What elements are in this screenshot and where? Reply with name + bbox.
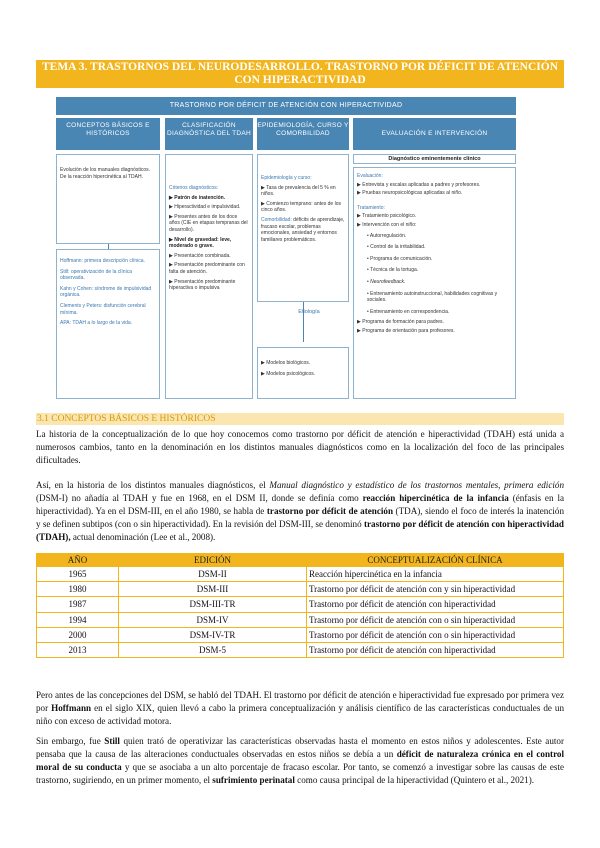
epi-item: ▶ Tasa de prevalencia del 5 % en niños. <box>261 184 336 198</box>
author-item: Still: operativización de la clínica observada. <box>60 268 132 282</box>
criteria-title: Criterios diagnósticos: <box>169 185 219 191</box>
scheme-col4-eval <box>353 167 516 399</box>
table-cell: DSM-III-TR <box>119 597 307 612</box>
scheme-col2-criteria <box>165 154 253 399</box>
treat-subitem: • Control de la irritabilidad. <box>367 244 426 251</box>
table-header-row <box>37 554 564 567</box>
concept-scheme <box>56 97 516 402</box>
etiology-label: Etiología <box>298 309 320 315</box>
table-header: AÑO <box>37 554 119 567</box>
model-item: ▶ Modelos psicológicos. <box>261 370 316 377</box>
table-cell: 1965 <box>37 567 119 582</box>
treat-subitem: • Autorregulación. <box>367 232 407 239</box>
treat-subitem: • Entrenamiento en correspondencia. <box>367 308 450 315</box>
table-cell: DSM-IV <box>119 612 307 627</box>
epi-title: Epidemiología y curso: <box>261 175 312 181</box>
table-cell: Trastorno por déficit de atención con hiperactividad <box>307 642 564 657</box>
paragraph-hoffmann: Pero antes de las concepciones del DSM, se habló del TDAH. El trastorno por déficit de atención e hiperactividad fue expresado por primera vez por Hoffmann en el siglo XIX, quien llevó a cabo la primera conceptualización y análisis científico de las características conductuales de un niño con exceso de actividad motora. <box>36 690 564 726</box>
criteria-item: ▶ Presentación predominante con falta de atención. <box>169 262 245 275</box>
scheme-col1-authors <box>56 249 160 399</box>
table-cell: Reacción hipercinética en la infancia <box>307 567 564 582</box>
table-header: CONCEPTUALIZACIÓN CLÍNICA <box>307 554 564 567</box>
criteria-item: ▶ Patrón de inatención. <box>169 194 226 201</box>
table-row <box>37 627 564 642</box>
treat-item: ▶ Tratamiento psicológico. <box>357 213 417 220</box>
table-cell: Trastorno por déficit de atención con o sin hiperactividad <box>307 627 564 642</box>
scheme-col3-epidemiology <box>257 154 349 302</box>
table-cell: Trastorno por déficit de atención con o sin hiperactividad <box>307 612 564 627</box>
criteria-item: ▶ Presentación predominante hiperactiva o impulsiva <box>169 278 236 292</box>
scheme-connector <box>303 302 304 342</box>
table-cell: Trastorno por déficit de atención con y sin hiperactividad <box>307 582 564 597</box>
scheme-col-head-3: EPIDEMIOLOGÍA, CURSO Y COMORBILIDAD <box>257 118 349 150</box>
treat-subitem: • Programa de comunicación. <box>367 255 433 262</box>
treat-title: Tratamiento: <box>357 204 385 211</box>
model-item: ▶ Modelos biológicos. <box>261 360 311 366</box>
table-cell: DSM-5 <box>119 642 307 657</box>
eval-item: ▶ Pruebas neuropsicológicas aplicadas al niño. <box>357 190 463 197</box>
author-item: Clements y Peters: disfunción cerebral mínima. <box>60 302 146 316</box>
section-heading: 3.1 CONCEPTOS BÁSICOS E HISTÓRICOS <box>36 413 564 425</box>
diagnosis-label: Diagnóstico eminentemente clínico <box>353 154 516 164</box>
table-cell: 2000 <box>37 627 119 642</box>
paragraph-dsm-history: Así, en la historia de los distintos manuales diagnósticos, el Manual diagnóstico y estadístico de los trastornos mentales, primera edición (DSM-I) no añadía al TDAH y fue en 1968, en el DSM II, donde se definía como reacción hipercinética de la infancia (énfasis en la hiperactividad). Ya en el DSM-III, en el año 1980, se habla de trastorno por déficit de atención (TDA), siendo el foco de interés la inatención y se definen subtipos (con o sin hiperactividad). En la revisión del DSM-III, se denominó trastorno por déficit de atención con hiperactividad (TDAH), actual denominación (Lee et al., 2008). <box>36 480 565 542</box>
table-row <box>37 597 564 612</box>
table-cell: 1994 <box>37 612 119 627</box>
criteria-item: ▶ Presentación combinada. <box>169 252 231 259</box>
scheme-col3-models <box>257 347 349 399</box>
author-item: Hoffmann: primera descripción clínica. <box>60 258 145 264</box>
table-row <box>37 582 564 597</box>
eval-item: ▶ Entrevista y escalas aplicadas a padres y profesores. <box>357 181 481 188</box>
paragraph-intro: La historia de la conceptualización de lo que hoy conocemos como trastorno por déficit de atención e hiperactividad (TDAH) está unida a numerosos cambios, tanto en la denominación en los distintos manuales diagnósticos como en la localización del foco de las principales dificultades. <box>36 429 564 465</box>
criteria-item: ▶ Nivel de gravedad: leve, moderado o grave. <box>169 236 232 250</box>
treat-subitem: • Neurofeedback. <box>367 278 406 285</box>
table-cell: 2013 <box>37 642 119 657</box>
scheme-col-head-1: CONCEPTOS BÁSICOS E HISTÓRICOS <box>56 118 160 150</box>
table-cell: 1987 <box>37 597 119 612</box>
paragraph-still: Sin embargo, fue Still quien trató de operativizar las características observadas hasta el momento en estos niños y adolescentes. Este autor pensaba que la causa de las alteraciones conductuales observadas en estos niños se debía a un déficit de naturaleza crónica en el control moral de su conducta y que se asociaba a un alto porcentaje de fracaso escolar. Por tanto, se comenzó a investigar sobre las causas de este trastorno, sugiriendo, en un primer momento, el sufrimiento perinatal como causa principal de la hiperactividad (Quintero et al., 2021). <box>36 736 565 785</box>
treat-item: ▶ Programa de formación para padres. <box>357 319 444 326</box>
table-row <box>37 567 564 582</box>
author-item: APA: TDAH a lo largo de la vida. <box>60 320 133 327</box>
scheme-col-head-2: CLASIFICACIÓN DIAGNÓSTICA DEL TDAH <box>165 118 253 150</box>
scheme-col-head-4: EVALUACIÓN E INTERVENCIÓN <box>353 118 516 150</box>
table-cell: 1980 <box>37 582 119 597</box>
table-cell: DSM-III <box>119 582 307 597</box>
author-item: Kahn y Cohen: síndrome de impulsividad orgánica. <box>60 285 152 299</box>
table-row <box>37 642 564 657</box>
epi-item: ▶ Comienzo temprano: antes de los cinco años. <box>261 200 341 214</box>
table-header: EDICIÓN <box>119 554 307 567</box>
criteria-item: ▶ Presentes antes de los doce años (CIE en etapas tempranas del desarrollo). <box>169 213 248 233</box>
treat-subitem: • Técnica de la tortuga. <box>367 267 419 274</box>
criteria-item: ▶ Hiperactividad e impulsividad. <box>169 204 241 211</box>
table-row <box>37 612 564 627</box>
table-cell: Trastorno por déficit de atención con hiperactividad <box>307 597 564 612</box>
dsm-history-table <box>36 553 564 658</box>
treat-subitem: • Entrenamiento autoinstruccional, habilidades cognitivas y sociales. <box>367 290 498 304</box>
table-cell: DSM-IV-TR <box>119 627 307 642</box>
scheme-header: TRASTORNO POR DÉFICIT DE ATENCIÓN CON HIPERACTIVIDAD <box>56 97 516 115</box>
treat-item: ▶ Intervención con el niño: <box>357 221 417 228</box>
scheme-col1-top: Evolución de los manuales diagnósticos. De la reacción hipercinética al TDAH. <box>56 154 160 244</box>
comorbidity-text: Comorbilidad: déficits de aprendizaje, fracaso escolar, problemas emocionales, ansiedad y entornos familiares problemáticos. <box>261 216 345 243</box>
eval-title: Evaluación: <box>357 173 383 179</box>
chapter-title: TEMA 3. TRASTORNOS DEL NEURODESARROLLO. TRASTORNO POR DÉFICIT DE ATENCIÓN CON HIPERACTIVIDAD <box>36 60 564 88</box>
table-cell: DSM-II <box>119 567 307 582</box>
treat-item: ▶ Programa de orientación para profesores. <box>357 327 455 334</box>
